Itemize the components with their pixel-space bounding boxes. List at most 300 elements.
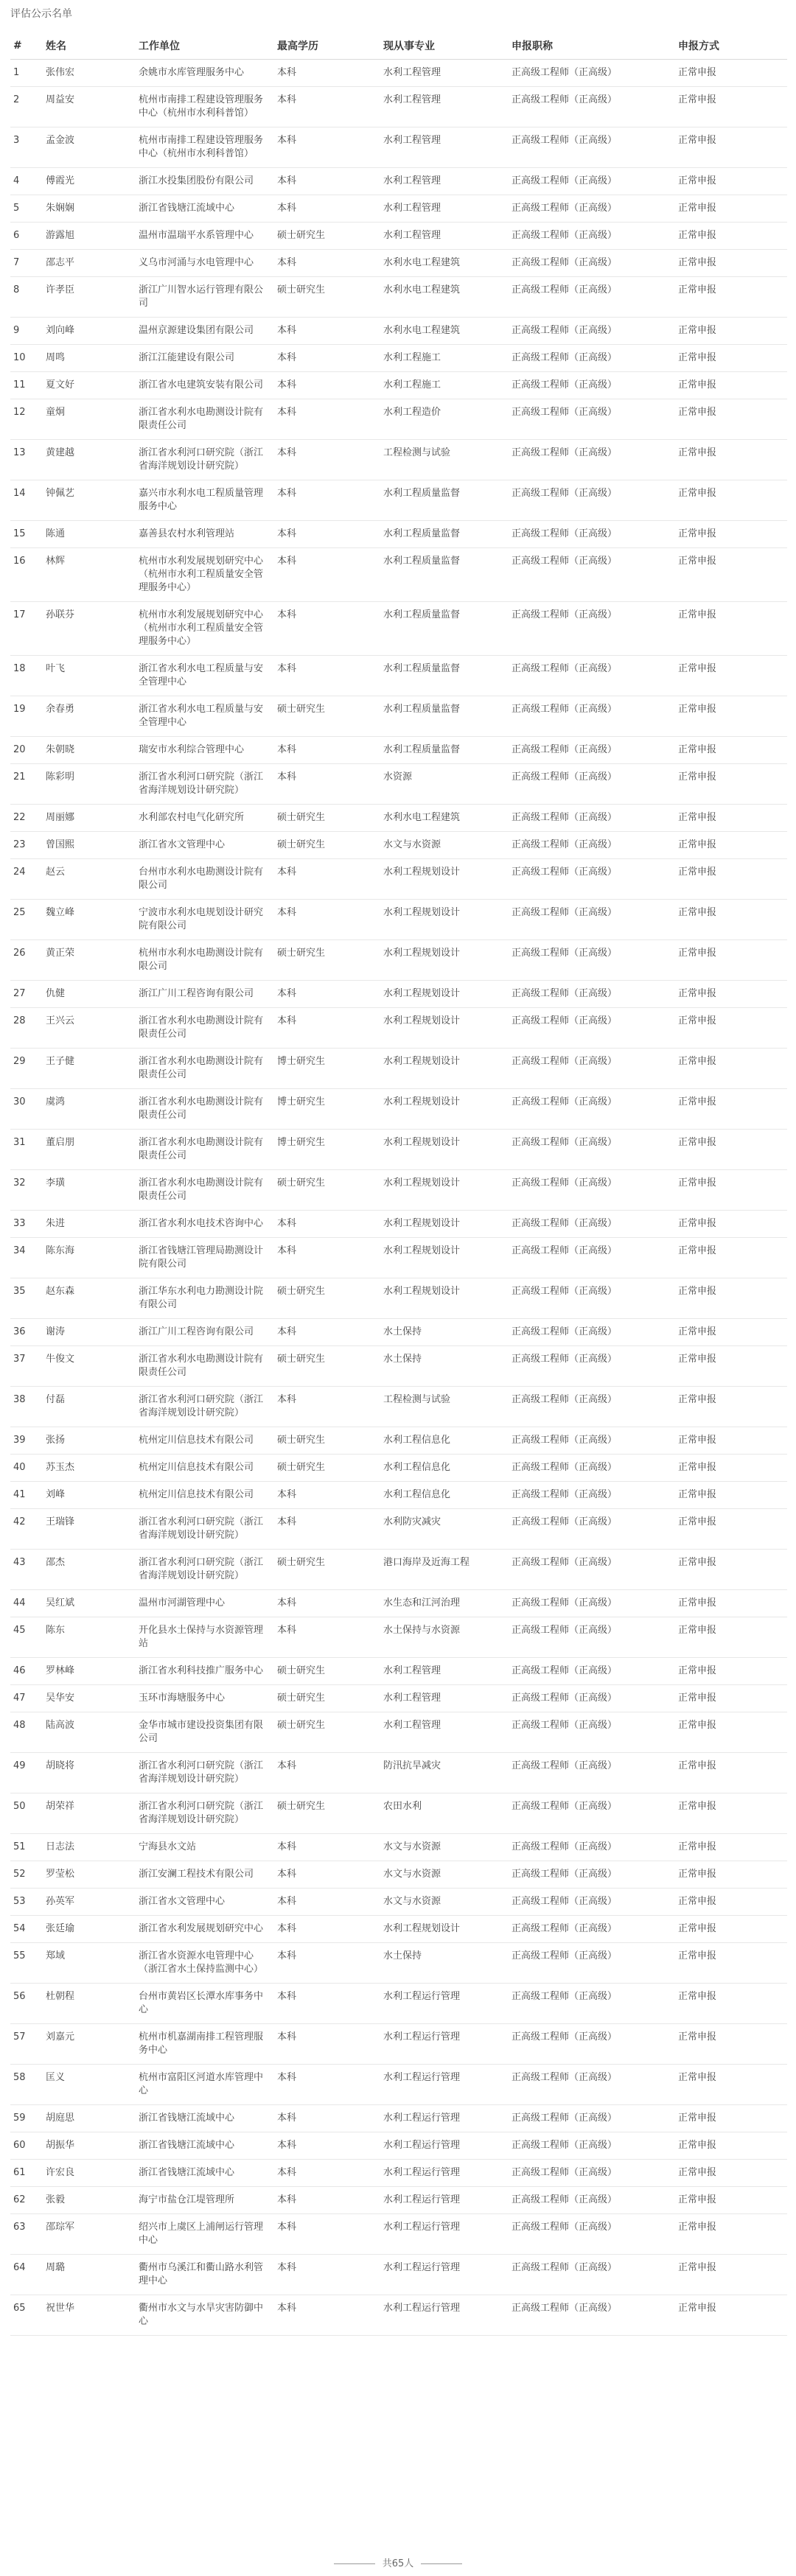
cell-employer: 浙江省水利水电勘测设计院有限责任公司 — [136, 1049, 274, 1089]
cell-employer: 浙江省水利水电勘测设计院有限责任公司 — [136, 1130, 274, 1170]
cell-index: 22 — [10, 805, 43, 832]
cell-name: 孟金波 — [43, 127, 136, 168]
table-row — [10, 2187, 787, 2214]
cell-name: 付磊 — [43, 1387, 136, 1427]
cell-title-applied: 正高级工程师（正高级） — [509, 764, 675, 805]
cell-specialty: 水利工程运行管理 — [380, 1984, 509, 2024]
cell-education: 本科 — [274, 1753, 380, 1793]
cell-education: 本科 — [274, 1943, 380, 1984]
cell-name: 朱进 — [43, 1211, 136, 1238]
cell-employer: 浙江省水利河口研究院（浙江省海洋规划设计研究院） — [136, 1753, 274, 1793]
table-row — [10, 1455, 787, 1482]
cell-name: 郑域 — [43, 1943, 136, 1984]
cell-apply-method: 正常申报 — [675, 805, 787, 832]
cell-index: 24 — [10, 859, 43, 900]
cell-index: 12 — [10, 399, 43, 440]
cell-name: 吴红斌 — [43, 1590, 136, 1617]
cell-apply-method: 正常申报 — [675, 1889, 787, 1916]
cell-specialty: 水利工程规划设计 — [380, 1089, 509, 1130]
cell-index: 7 — [10, 250, 43, 277]
cell-name: 张扬 — [43, 1427, 136, 1455]
cell-name: 邵杰 — [43, 1550, 136, 1590]
cell-title-applied: 正高级工程师（正高级） — [509, 832, 675, 859]
cell-title-applied: 正高级工程师（正高级） — [509, 1916, 675, 1943]
cell-title-applied: 正高级工程师（正高级） — [509, 1658, 675, 1685]
cell-index: 52 — [10, 1861, 43, 1889]
cell-specialty: 水利工程规划设计 — [380, 1049, 509, 1089]
cell-apply-method: 正常申报 — [675, 1793, 787, 1834]
cell-employer: 浙江省钱塘江流域中心 — [136, 2105, 274, 2132]
cell-index: 37 — [10, 1346, 43, 1387]
cell-education: 博士研究生 — [274, 1089, 380, 1130]
cell-employer: 海宁市盐仓江堤管理所 — [136, 2187, 274, 2214]
cell-index: 27 — [10, 981, 43, 1008]
cell-name: 吴华安 — [43, 1685, 136, 1712]
cell-title-applied: 正高级工程师（正高级） — [509, 1509, 675, 1550]
cell-index: 56 — [10, 1984, 43, 2024]
cell-name: 黄建越 — [43, 440, 136, 480]
cell-name: 赵东森 — [43, 1278, 136, 1319]
cell-title-applied: 正高级工程师（正高级） — [509, 2295, 675, 2336]
cell-specialty: 水利工程规划设计 — [380, 900, 509, 940]
cell-index: 1 — [10, 60, 43, 87]
cell-education: 本科 — [274, 602, 380, 656]
cell-specialty: 水土保持与水资源 — [380, 1617, 509, 1658]
cell-index: 62 — [10, 2187, 43, 2214]
cell-apply-method: 正常申报 — [675, 127, 787, 168]
cell-name: 胡晓将 — [43, 1753, 136, 1793]
cell-education: 本科 — [274, 981, 380, 1008]
cell-title-applied: 正高级工程师（正高级） — [509, 1617, 675, 1658]
cell-title-applied: 正高级工程师（正高级） — [509, 859, 675, 900]
cell-name: 许孝臣 — [43, 277, 136, 318]
cell-education: 本科 — [274, 250, 380, 277]
cell-education: 本科 — [274, 656, 380, 696]
cell-specialty: 水文与水资源 — [380, 832, 509, 859]
cell-specialty: 水利工程规划设计 — [380, 1916, 509, 1943]
cell-employer: 浙江省水利发展规划研究中心 — [136, 1916, 274, 1943]
cell-title-applied: 正高级工程师（正高级） — [509, 1089, 675, 1130]
cell-employer: 台州市黄岩区长潭水库事务中心 — [136, 1984, 274, 2024]
cell-specialty: 水利工程管理 — [380, 87, 509, 127]
cell-specialty: 水利工程管理 — [380, 1658, 509, 1685]
cell-education: 本科 — [274, 1319, 380, 1346]
table-row — [10, 2295, 787, 2336]
cell-name: 罗林峰 — [43, 1658, 136, 1685]
cell-title-applied: 正高级工程师（正高级） — [509, 2214, 675, 2255]
cell-title-applied: 正高级工程师（正高级） — [509, 1685, 675, 1712]
cell-specialty: 水利工程运行管理 — [380, 2132, 509, 2160]
cell-title-applied: 正高级工程师（正高级） — [509, 2132, 675, 2160]
table-row — [10, 1590, 787, 1617]
cell-title-applied: 正高级工程师（正高级） — [509, 1346, 675, 1387]
cell-specialty: 水利工程规划设计 — [380, 859, 509, 900]
cell-index: 9 — [10, 318, 43, 345]
cell-employer: 浙江安澜工程技术有限公司 — [136, 1861, 274, 1889]
cell-specialty: 水利工程运行管理 — [380, 2255, 509, 2295]
cell-education: 本科 — [274, 1509, 380, 1550]
cell-name: 刘峰 — [43, 1482, 136, 1509]
cell-index: 32 — [10, 1170, 43, 1211]
table-row — [10, 1278, 787, 1319]
cell-employer: 浙江江能建设有限公司 — [136, 345, 274, 372]
table-row — [10, 1685, 787, 1712]
cell-title-applied: 正高级工程师（正高级） — [509, 1238, 675, 1278]
cell-employer: 杭州市水利发展规划研究中心（杭州市水利工程质量安全管理服务中心） — [136, 602, 274, 656]
cell-name: 胡庭思 — [43, 2105, 136, 2132]
cell-name: 陈东海 — [43, 1238, 136, 1278]
cell-education: 本科 — [274, 318, 380, 345]
table-row — [10, 277, 787, 318]
header-index: # — [10, 32, 43, 60]
cell-education: 硕士研究生 — [274, 1455, 380, 1482]
cell-specialty: 水利工程规划设计 — [380, 1008, 509, 1049]
cell-education: 本科 — [274, 1916, 380, 1943]
cell-apply-method: 正常申报 — [675, 1238, 787, 1278]
cell-apply-method: 正常申报 — [675, 1049, 787, 1089]
cell-title-applied: 正高级工程师（正高级） — [509, 1278, 675, 1319]
cell-education: 硕士研究生 — [274, 832, 380, 859]
cell-apply-method: 正常申报 — [675, 656, 787, 696]
cell-education: 博士研究生 — [274, 1130, 380, 1170]
table-row — [10, 127, 787, 168]
cell-name: 陆高波 — [43, 1712, 136, 1753]
cell-apply-method: 正常申报 — [675, 1130, 787, 1170]
cell-employer: 浙江省水利水电勘测设计院有限责任公司 — [136, 1346, 274, 1387]
cell-title-applied: 正高级工程师（正高级） — [509, 1211, 675, 1238]
cell-title-applied: 正高级工程师（正高级） — [509, 737, 675, 764]
cell-name: 魏立峰 — [43, 900, 136, 940]
cell-apply-method: 正常申报 — [675, 940, 787, 981]
cell-specialty: 水利水电工程建筑 — [380, 318, 509, 345]
table-row — [10, 2214, 787, 2255]
table-row — [10, 1049, 787, 1089]
cell-title-applied: 正高级工程师（正高级） — [509, 656, 675, 696]
cell-index: 55 — [10, 1943, 43, 1984]
header-education: 最高学历 — [274, 32, 380, 60]
cell-apply-method: 正常申报 — [675, 1658, 787, 1685]
cell-employer: 嘉善县农村水利管理站 — [136, 521, 274, 548]
cell-index: 25 — [10, 900, 43, 940]
cell-index: 45 — [10, 1617, 43, 1658]
cell-title-applied: 正高级工程师（正高级） — [509, 277, 675, 318]
cell-index: 5 — [10, 195, 43, 223]
cell-employer: 杭州定川信息技术有限公司 — [136, 1482, 274, 1509]
cell-index: 60 — [10, 2132, 43, 2160]
cell-name: 朱朝晓 — [43, 737, 136, 764]
cell-specialty: 水利工程质量监督 — [380, 737, 509, 764]
cell-title-applied: 正高级工程师（正高级） — [509, 1387, 675, 1427]
cell-specialty: 水利工程施工 — [380, 345, 509, 372]
table-row — [10, 60, 787, 87]
cell-employer: 浙江省水利水电勘测设计院有限责任公司 — [136, 1089, 274, 1130]
cell-index: 51 — [10, 1834, 43, 1861]
cell-index: 40 — [10, 1455, 43, 1482]
cell-specialty: 水利水电工程建筑 — [380, 277, 509, 318]
cell-apply-method: 正常申报 — [675, 1861, 787, 1889]
cell-specialty: 水资源 — [380, 764, 509, 805]
cell-apply-method: 正常申报 — [675, 1984, 787, 2024]
cell-name: 陈东 — [43, 1617, 136, 1658]
cell-index: 61 — [10, 2160, 43, 2187]
cell-education: 本科 — [274, 440, 380, 480]
cell-name: 王子健 — [43, 1049, 136, 1089]
cell-employer: 浙江广川工程咨询有限公司 — [136, 1319, 274, 1346]
table-row — [10, 1861, 787, 1889]
cell-education: 硕士研究生 — [274, 696, 380, 737]
table-row — [10, 168, 787, 195]
cell-education: 本科 — [274, 859, 380, 900]
cell-name: 杜朝程 — [43, 1984, 136, 2024]
cell-specialty: 水利工程质量监督 — [380, 602, 509, 656]
cell-title-applied: 正高级工程师（正高级） — [509, 900, 675, 940]
cell-employer: 杭州定川信息技术有限公司 — [136, 1427, 274, 1455]
cell-title-applied: 正高级工程师（正高级） — [509, 1712, 675, 1753]
table-row — [10, 940, 787, 981]
cell-education: 硕士研究生 — [274, 1427, 380, 1455]
table-row — [10, 1984, 787, 2024]
table-row — [10, 250, 787, 277]
cell-index: 4 — [10, 168, 43, 195]
cell-specialty: 水利工程规划设计 — [380, 1238, 509, 1278]
table-row — [10, 2132, 787, 2160]
cell-education: 本科 — [274, 548, 380, 602]
table-row — [10, 345, 787, 372]
cell-education: 本科 — [274, 1211, 380, 1238]
table-row — [10, 87, 787, 127]
cell-apply-method: 正常申报 — [675, 1753, 787, 1793]
table-row — [10, 1617, 787, 1658]
cell-name: 张廷瑜 — [43, 1916, 136, 1943]
cell-index: 43 — [10, 1550, 43, 1590]
cell-apply-method: 正常申报 — [675, 399, 787, 440]
cell-education: 本科 — [274, 1008, 380, 1049]
cell-index: 65 — [10, 2295, 43, 2336]
cell-apply-method: 正常申报 — [675, 277, 787, 318]
cell-education: 本科 — [274, 1834, 380, 1861]
cell-specialty: 水利工程运行管理 — [380, 2024, 509, 2065]
cell-index: 11 — [10, 372, 43, 399]
cell-education: 硕士研究生 — [274, 1278, 380, 1319]
cell-index: 8 — [10, 277, 43, 318]
cell-education: 本科 — [274, 345, 380, 372]
cell-index: 13 — [10, 440, 43, 480]
cell-name: 罗莹松 — [43, 1861, 136, 1889]
cell-specialty: 水利工程规划设计 — [380, 1211, 509, 1238]
cell-employer: 浙江省水利水电勘测设计院有限责任公司 — [136, 399, 274, 440]
cell-education: 硕士研究生 — [274, 223, 380, 250]
table-row — [10, 737, 787, 764]
cell-specialty: 水利工程运行管理 — [380, 2160, 509, 2187]
cell-employer: 温州市河湖管理中心 — [136, 1590, 274, 1617]
cell-title-applied: 正高级工程师（正高级） — [509, 60, 675, 87]
cell-title-applied: 正高级工程师（正高级） — [509, 1753, 675, 1793]
cell-index: 31 — [10, 1130, 43, 1170]
cell-specialty: 水利工程规划设计 — [380, 981, 509, 1008]
cell-education: 本科 — [274, 2214, 380, 2255]
cell-index: 59 — [10, 2105, 43, 2132]
cell-title-applied: 正高级工程师（正高级） — [509, 2160, 675, 2187]
cell-title-applied: 正高级工程师（正高级） — [509, 480, 675, 521]
cell-employer: 浙江华东水利电力勘测设计院有限公司 — [136, 1278, 274, 1319]
cell-name: 游露旭 — [43, 223, 136, 250]
cell-specialty: 水利工程质量监督 — [380, 656, 509, 696]
cell-index: 23 — [10, 832, 43, 859]
cell-education: 本科 — [274, 1617, 380, 1658]
cell-name: 许宏良 — [43, 2160, 136, 2187]
cell-specialty: 水文与水资源 — [380, 1889, 509, 1916]
cell-name: 黄正荣 — [43, 940, 136, 981]
table-row — [10, 1130, 787, 1170]
cell-title-applied: 正高级工程师（正高级） — [509, 1943, 675, 1984]
cell-name: 童炯 — [43, 399, 136, 440]
cell-name: 邵琮军 — [43, 2214, 136, 2255]
cell-apply-method: 正常申报 — [675, 832, 787, 859]
cell-index: 34 — [10, 1238, 43, 1278]
cell-specialty: 水利工程运行管理 — [380, 2187, 509, 2214]
cell-title-applied: 正高级工程师（正高级） — [509, 1049, 675, 1089]
cell-employer: 浙江省水利河口研究院（浙江省海洋规划设计研究院） — [136, 1793, 274, 1834]
table-row — [10, 900, 787, 940]
cell-education: 本科 — [274, 372, 380, 399]
cell-education: 本科 — [274, 2105, 380, 2132]
cell-employer: 开化县水土保持与水资源管理站 — [136, 1617, 274, 1658]
cell-employer: 浙江省钱塘江流域中心 — [136, 195, 274, 223]
cell-specialty: 水利工程管理 — [380, 1685, 509, 1712]
cell-index: 38 — [10, 1387, 43, 1427]
cell-apply-method: 正常申报 — [675, 602, 787, 656]
cell-apply-method: 正常申报 — [675, 1387, 787, 1427]
cell-index: 10 — [10, 345, 43, 372]
cell-specialty: 水利工程质量监督 — [380, 480, 509, 521]
cell-specialty: 水利工程规划设计 — [380, 940, 509, 981]
cell-apply-method: 正常申报 — [675, 1008, 787, 1049]
table-row — [10, 1170, 787, 1211]
cell-name: 牛俊文 — [43, 1346, 136, 1387]
footer-total — [0, 2555, 796, 2569]
cell-index: 58 — [10, 2065, 43, 2105]
cell-title-applied: 正高级工程师（正高级） — [509, 195, 675, 223]
cell-specialty: 水利工程管理 — [380, 195, 509, 223]
table-row — [10, 832, 787, 859]
cell-index: 28 — [10, 1008, 43, 1049]
cell-index: 15 — [10, 521, 43, 548]
cell-apply-method: 正常申报 — [675, 1427, 787, 1455]
cell-specialty: 水利工程管理 — [380, 127, 509, 168]
cell-employer: 浙江省水利水电技术咨询中心 — [136, 1211, 274, 1238]
cell-apply-method: 正常申报 — [675, 1685, 787, 1712]
cell-title-applied: 正高级工程师（正高级） — [509, 87, 675, 127]
cell-employer: 浙江广川工程咨询有限公司 — [136, 981, 274, 1008]
table-row — [10, 696, 787, 737]
cell-name: 周璐 — [43, 2255, 136, 2295]
table-row — [10, 1550, 787, 1590]
cell-apply-method: 正常申报 — [675, 1170, 787, 1211]
cell-name: 陈彩明 — [43, 764, 136, 805]
cell-employer: 浙江省水文管理中心 — [136, 1889, 274, 1916]
cell-specialty: 水利工程规划设计 — [380, 1170, 509, 1211]
cell-apply-method: 正常申报 — [675, 250, 787, 277]
footer-count: 共65人 — [382, 2558, 414, 2569]
cell-employer: 绍兴市上虞区上浦闸运行管理中心 — [136, 2214, 274, 2255]
cell-specialty: 水利工程信息化 — [380, 1455, 509, 1482]
table-row — [10, 521, 787, 548]
table-row — [10, 2024, 787, 2065]
cell-index: 21 — [10, 764, 43, 805]
cell-employer: 水利部农村电气化研究所 — [136, 805, 274, 832]
cell-apply-method: 正常申报 — [675, 737, 787, 764]
cell-name: 邵志平 — [43, 250, 136, 277]
cell-apply-method: 正常申报 — [675, 2105, 787, 2132]
cell-name: 胡荣祥 — [43, 1793, 136, 1834]
cell-employer: 温州市温瑞平水系管理中心 — [136, 223, 274, 250]
cell-name: 祝世华 — [43, 2295, 136, 2336]
table-row — [10, 399, 787, 440]
cell-specialty: 港口海岸及近海工程 — [380, 1550, 509, 1590]
cell-apply-method: 正常申报 — [675, 1211, 787, 1238]
cell-index: 33 — [10, 1211, 43, 1238]
table-row — [10, 1658, 787, 1685]
table-row — [10, 1319, 787, 1346]
cell-employer: 浙江省钱塘江流域中心 — [136, 2160, 274, 2187]
cell-education: 本科 — [274, 1590, 380, 1617]
cell-education: 硕士研究生 — [274, 1550, 380, 1590]
cell-specialty: 水利水电工程建筑 — [380, 250, 509, 277]
cell-apply-method: 正常申报 — [675, 696, 787, 737]
cell-employer: 余姚市水库管理服务中心 — [136, 60, 274, 87]
cell-apply-method: 正常申报 — [675, 2295, 787, 2336]
footer-divider-left — [334, 2563, 375, 2564]
cell-apply-method: 正常申报 — [675, 480, 787, 521]
cell-apply-method: 正常申报 — [675, 1278, 787, 1319]
cell-employer: 浙江省水利水电勘测设计院有限责任公司 — [136, 1008, 274, 1049]
cell-apply-method: 正常申报 — [675, 2214, 787, 2255]
cell-specialty: 水利工程施工 — [380, 372, 509, 399]
cell-education: 硕士研究生 — [274, 277, 380, 318]
cell-education: 本科 — [274, 1238, 380, 1278]
cell-apply-method: 正常申报 — [675, 318, 787, 345]
table-row — [10, 981, 787, 1008]
cell-employer: 义乌市河涌与水电管理中心 — [136, 250, 274, 277]
cell-education: 本科 — [274, 737, 380, 764]
cell-index: 41 — [10, 1482, 43, 1509]
cell-name: 李璜 — [43, 1170, 136, 1211]
cell-name: 王兴云 — [43, 1008, 136, 1049]
cell-specialty: 水利防灾减灾 — [380, 1509, 509, 1550]
table-row — [10, 1427, 787, 1455]
cell-education: 本科 — [274, 2255, 380, 2295]
cell-education: 本科 — [274, 1482, 380, 1509]
cell-apply-method: 正常申报 — [675, 548, 787, 602]
cell-name: 孙联芬 — [43, 602, 136, 656]
cell-name: 王瑞锋 — [43, 1509, 136, 1550]
cell-apply-method: 正常申报 — [675, 1712, 787, 1753]
cell-apply-method: 正常申报 — [675, 1319, 787, 1346]
cell-index: 50 — [10, 1793, 43, 1834]
header-specialty: 现从事专业 — [380, 32, 509, 60]
cell-title-applied: 正高级工程师（正高级） — [509, 1590, 675, 1617]
cell-index: 30 — [10, 1089, 43, 1130]
cell-specialty: 水利工程规划设计 — [380, 1278, 509, 1319]
cell-index: 57 — [10, 2024, 43, 2065]
table-row — [10, 1211, 787, 1238]
cell-employer: 玉环市海塘服务中心 — [136, 1685, 274, 1712]
cell-index: 14 — [10, 480, 43, 521]
cell-education: 本科 — [274, 480, 380, 521]
cell-specialty: 水利工程质量监督 — [380, 521, 509, 548]
cell-name: 傅霞光 — [43, 168, 136, 195]
cell-title-applied: 正高级工程师（正高级） — [509, 1319, 675, 1346]
